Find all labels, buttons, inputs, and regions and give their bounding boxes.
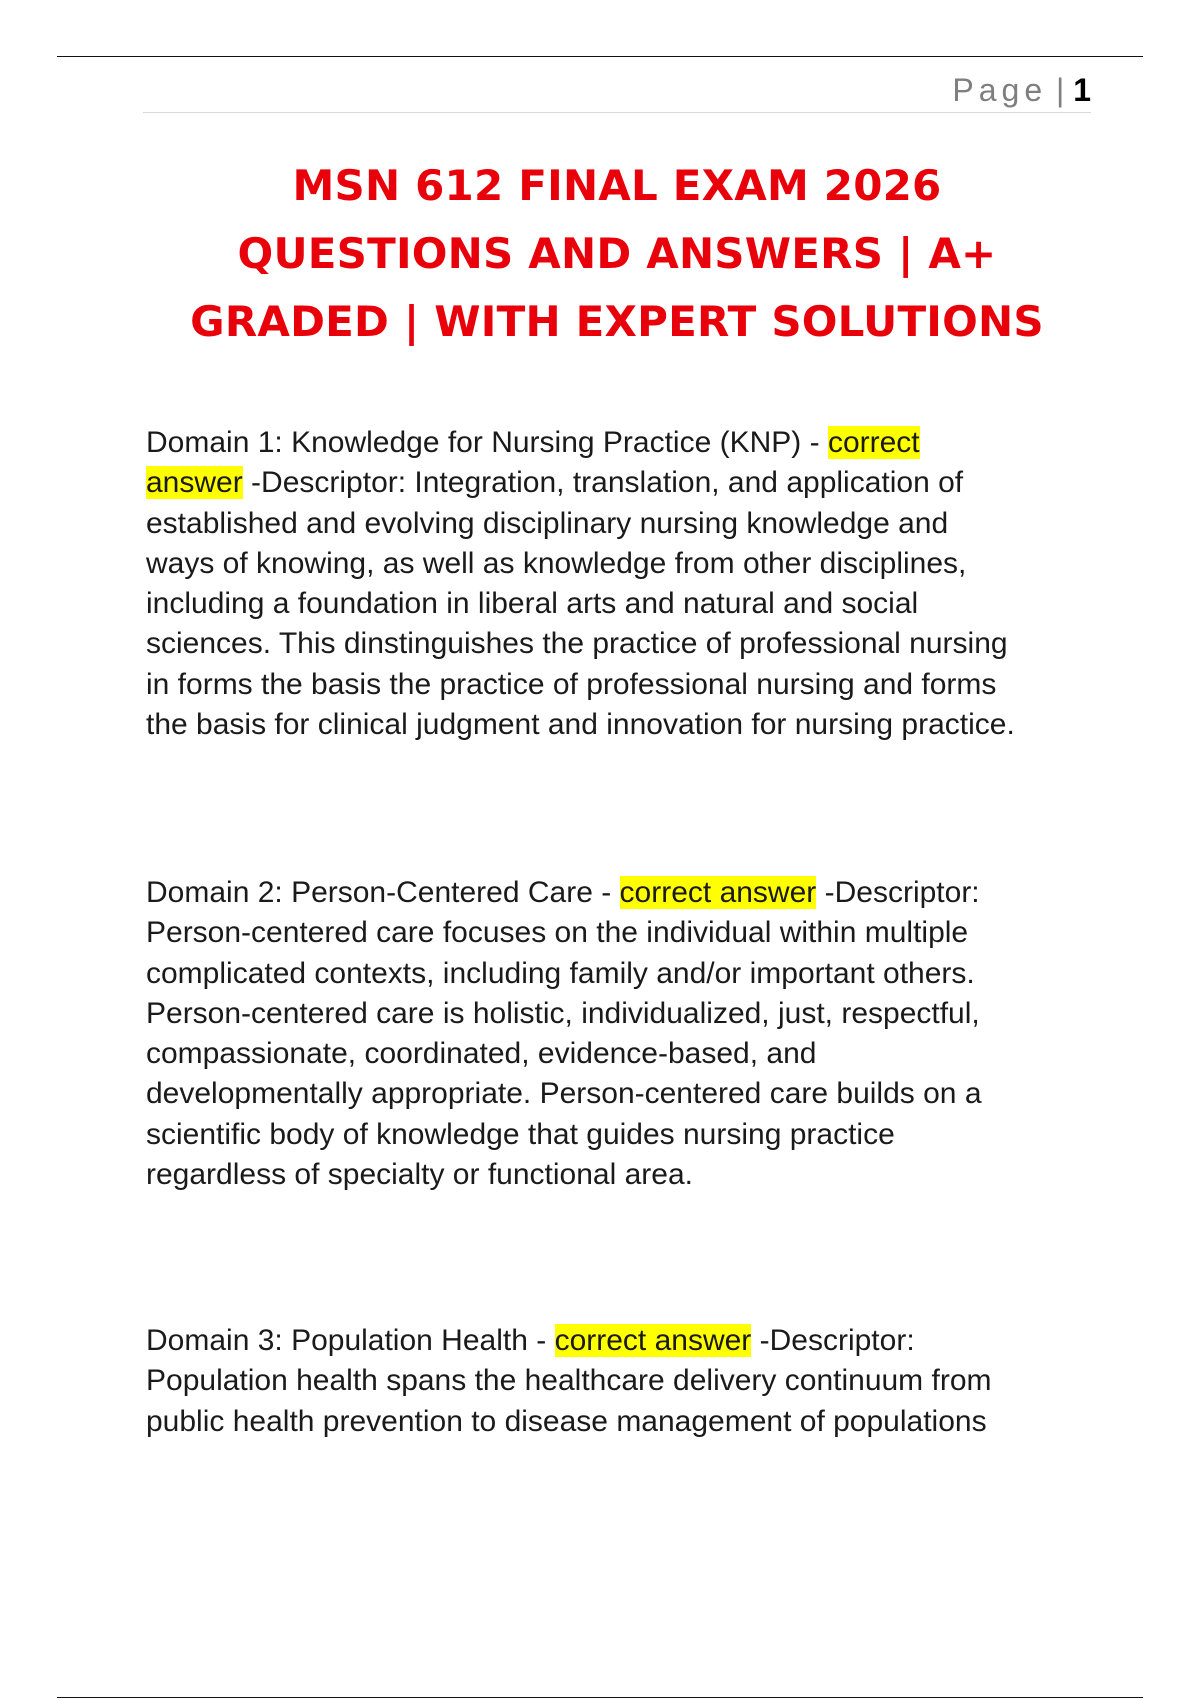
text-line: sciences. This dinstinguishes the practice of professional nursing	[146, 627, 1008, 661]
text-line: Population health spans the healthcare delivery continuum from	[146, 1364, 992, 1398]
text-line	[146, 1321, 1096, 1361]
text-line	[146, 463, 1096, 503]
page-word: Page	[952, 72, 1048, 108]
title-line: GRADED | WITH EXPERT SOLUTIONS	[190, 297, 1044, 346]
text-span: -Descriptor:	[751, 1324, 915, 1357]
correct-answer-highlight: correct answer	[554, 1324, 752, 1357]
text-line: regardless of specialty or functional area.	[146, 1158, 693, 1192]
domain-entry-2	[146, 873, 1096, 1195]
title-line: MSN 612 FINAL EXAM 2026	[292, 161, 942, 210]
text-line: developmentally appropriate. Person-centered care builds on a	[146, 1077, 982, 1111]
text-line	[146, 423, 1096, 463]
text-line: Person-centered care is holistic, individualized, just, respectful,	[146, 996, 980, 1030]
correct-answer-highlight: correct answer	[619, 876, 817, 909]
domain-entry-3	[146, 1321, 1096, 1442]
page-number: 1	[1073, 72, 1091, 108]
text-line: compassionate, coordinated, evidence-based, and	[146, 1037, 817, 1071]
text-line: Person-centered care focuses on the individual within multiple	[146, 916, 969, 950]
page-number-label	[952, 72, 1091, 109]
text-line: in forms the basis the practice of professional nursing and forms	[146, 667, 997, 701]
text-span: -Descriptor: Integration, translation, and application of	[242, 466, 964, 500]
correct-answer-highlight: answer	[146, 466, 243, 500]
page-header	[143, 66, 1091, 113]
text-line: complicated contexts, including family and/or important others.	[146, 956, 975, 990]
correct-answer-highlight: correct	[827, 426, 920, 459]
text-line: scientific body of knowledge that guides nursing practice	[146, 1117, 895, 1151]
page-separator: |	[1047, 72, 1074, 108]
document-title	[143, 152, 1091, 356]
text-line: ways of knowing, as well as knowledge from other disciplines,	[146, 546, 967, 580]
text-line: the basis for clinical judgment and innovation for nursing practice.	[146, 708, 1015, 742]
text-span: -Descriptor:	[816, 876, 980, 909]
text-span: Domain 2: Person-Centered Care -	[146, 876, 620, 909]
text-span: Domain 1: Knowledge for Nursing Practice (KNP) -	[146, 426, 828, 459]
top-rule	[57, 56, 1143, 57]
text-line: including a foundation in liberal arts and natural and social	[146, 587, 919, 621]
text-line: public health prevention to disease management of populations	[146, 1404, 987, 1438]
bottom-rule	[57, 1697, 1143, 1698]
text-line	[146, 873, 1096, 913]
text-span: Domain 3: Population Health -	[146, 1324, 555, 1357]
title-line: QUESTIONS AND ANSWERS | A+	[237, 229, 997, 278]
domain-entry-1	[146, 423, 1096, 745]
text-line: established and evolving disciplinary nursing knowledge and	[146, 506, 949, 540]
